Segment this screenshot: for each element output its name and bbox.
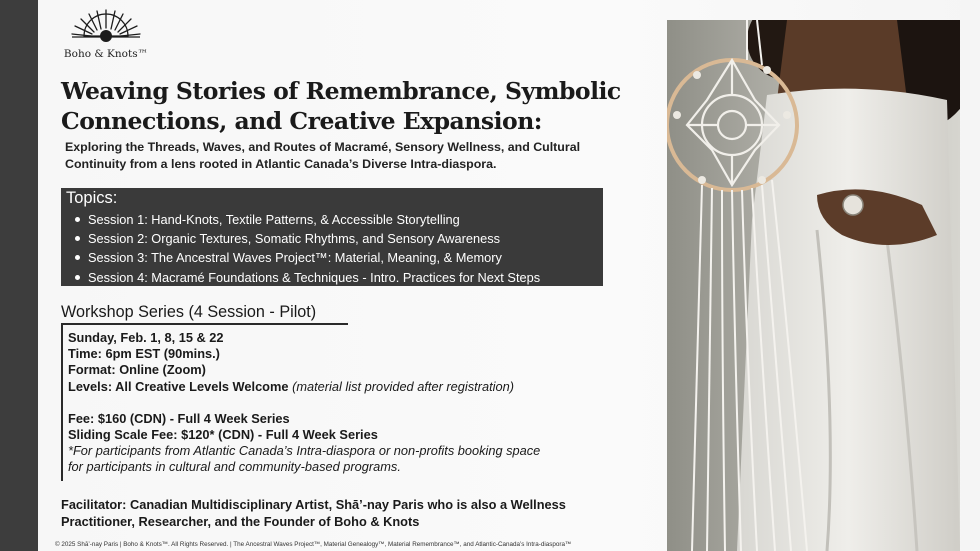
- workshop-time: Time: 6pm EST (90mins.): [68, 346, 220, 362]
- workshop-format: Format: Online (Zoom): [68, 362, 206, 378]
- sunburst-logo-icon: [66, 6, 146, 46]
- workshop-details: [68, 330, 628, 476]
- facilitator-text: Facilitator: Canadian Multidisciplinary Artist, Shā’-nay Paris who is also a Wellness Practitioner, Researcher, and the Founder of Boho & Knots: [61, 497, 566, 529]
- topics-heading: Topics:: [66, 189, 118, 207]
- page-subtitle: Exploring the Threads, Waves, and Routes of Macramé, Sensory Wellness, and Cultural Continuity from a lens rooted in Atlantic Canada’s Diverse Intra-diaspora.: [65, 140, 581, 171]
- divider: [61, 323, 348, 325]
- workshop-heading: Workshop Series (4 Session - Pilot): [61, 303, 317, 321]
- workshop-levels-line: [68, 379, 628, 395]
- macrame-dreamcatcher-photo: [667, 20, 960, 551]
- workshop-fee: Fee: $160 (CDN) - Full 4 Week Series: [68, 410, 290, 426]
- workshop-levels: Levels: All Creative Levels Welcome: [68, 378, 289, 394]
- topics-list: [73, 210, 540, 287]
- workshop-dates: Sunday, Feb. 1, 8, 15 & 22: [68, 330, 224, 345]
- workshop-levels-note: (material list provided after registration): [292, 378, 514, 394]
- brand-name: Boho & Knots™: [63, 48, 149, 60]
- copyright-footer: © 2025 Shā’-nay Paris | Boho & Knots™. All Rights Reserved. | The Ancestral Waves Project™, Material Genealogy™, Material Remembrance™, and Atlantic-Canada’s Intra-diaspora™: [55, 541, 572, 548]
- brand-logo: [58, 6, 154, 62]
- workshop-sliding-note: *For participants from Atlantic Canada’s Intra-diaspora or non-profits booking space for participants in cultural and community-based programs.: [68, 443, 541, 475]
- topic-item: Session 3: The Ancestral Waves Project™: Material, Meaning, & Memory: [73, 248, 540, 267]
- page-title: Weaving Stories of Remembrance, Symbolic Connections, and Creative Expansion:: [61, 77, 621, 135]
- left-accent-bar: [0, 0, 38, 551]
- divider: [61, 324, 63, 481]
- topic-item: Session 4: Macramé Foundations & Techniques - Intro. Practices for Next Steps: [73, 268, 540, 287]
- workshop-sliding-fee: Sliding Scale Fee: $120* (CDN) - Full 4 Week Series: [68, 427, 378, 443]
- topic-item: Session 2: Organic Textures, Somatic Rhythms, and Sensory Awareness: [73, 229, 540, 248]
- topic-item: Session 1: Hand-Knots, Textile Patterns, & Accessible Storytelling: [73, 210, 540, 229]
- topics-panel: [61, 188, 603, 286]
